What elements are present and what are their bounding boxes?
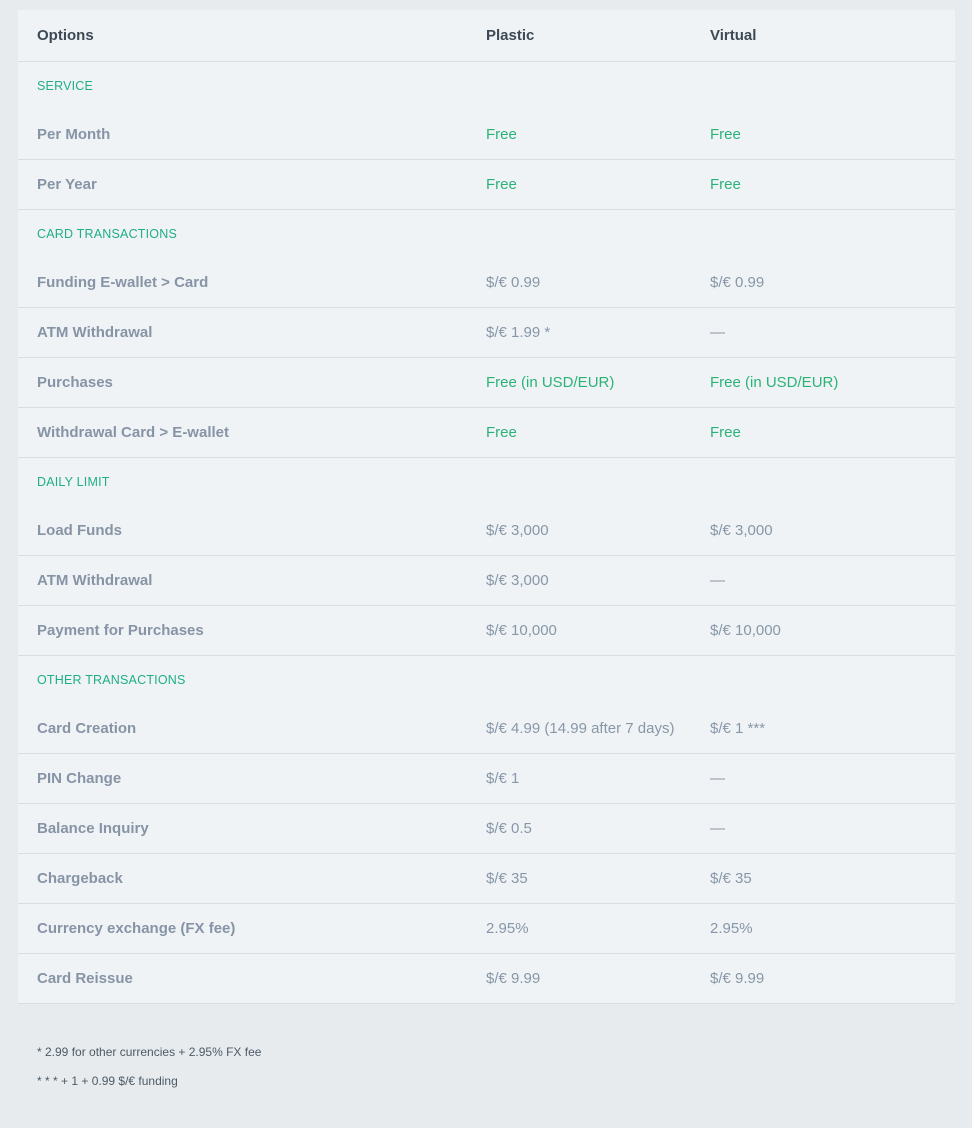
virtual-value: — [710,770,725,787]
virtual-value: Free (in USD/EUR) [710,374,839,391]
row-label: ATM Withdrawal [37,572,153,589]
virtual-value: $/€ 1 *** [710,720,766,737]
virtual-value: $/€ 9.99 [710,970,765,987]
column-header-plastic: Plastic [486,27,535,44]
virtual-value: $/€ 0.99 [710,274,765,291]
plastic-value: $/€ 9.99 [486,970,541,987]
plastic-value: Free [486,176,517,193]
table-row-load-funds [18,506,955,556]
plastic-value: Free (in USD/EUR) [486,374,615,391]
table-row-currency-exchange [18,904,955,954]
row-label: Chargeback [37,870,123,887]
row-label: Per Year [37,176,97,193]
row-label: Funding E-wallet > Card [37,274,209,291]
footnote-virtual-card-creation: * * * + 1 + 0.99 $/€ funding [37,1074,178,1088]
plastic-value: $/€ 1 [486,770,520,787]
table-row-atm-withdrawal-limit [18,556,955,606]
plastic-value: $/€ 0.99 [486,274,541,291]
virtual-value: — [710,572,725,589]
virtual-value: Free [710,126,741,143]
virtual-value: — [710,324,725,341]
section-title: OTHER TRANSACTIONS [37,673,186,687]
plastic-value: Free [486,424,517,441]
table-row-purchases [18,358,955,408]
section-title: DAILY LIMIT [37,475,110,489]
plastic-value: $/€ 1.99 * [486,324,551,341]
table-row-withdrawal-card-ewallet [18,408,955,458]
table-row-funding-ewallet-card [18,258,955,308]
plastic-value: 2.95% [486,920,529,937]
table-row-card-creation [18,704,955,754]
virtual-value: $/€ 35 [710,870,752,887]
row-label: Card Reissue [37,970,133,987]
section-header-other-transactions [18,656,955,704]
row-label: Card Creation [37,720,137,737]
footnote-atm-withdrawal: * 2.99 for other currencies + 2.95% FX fee [37,1045,262,1059]
table-row-payment-for-purchases [18,606,955,656]
virtual-value: $/€ 3,000 [710,522,773,539]
virtual-value: — [710,820,725,837]
row-label: Load Funds [37,522,122,539]
row-label: ATM Withdrawal [37,324,153,341]
table-row-per-year [18,160,955,210]
fees-table [18,10,955,1004]
table-header-row [18,10,955,62]
table-row-balance-inquiry [18,804,955,854]
plastic-value: $/€ 3,000 [486,522,549,539]
column-header-virtual: Virtual [710,27,757,44]
row-label: Balance Inquiry [37,820,149,837]
virtual-value: Free [710,176,741,193]
table-row-pin-change [18,754,955,804]
plastic-value: $/€ 10,000 [486,622,557,639]
row-label: Per Month [37,126,111,143]
row-label: PIN Change [37,770,122,787]
plastic-value: Free [486,126,517,143]
row-label: Purchases [37,374,113,391]
virtual-value: Free [710,424,741,441]
section-title: SERVICE [37,79,94,93]
section-title: CARD TRANSACTIONS [37,227,177,241]
section-header-daily-limit [18,458,955,506]
row-label: Withdrawal Card > E-wallet [37,424,229,441]
table-row-atm-withdrawal [18,308,955,358]
plastic-value: $/€ 35 [486,870,528,887]
plastic-value: $/€ 3,000 [486,572,549,589]
section-header-card-transactions [18,210,955,258]
row-label: Payment for Purchases [37,622,204,639]
section-header-service [18,62,955,110]
column-header-options: Options [37,27,94,44]
virtual-value: $/€ 10,000 [710,622,781,639]
plastic-value: $/€ 0.5 [486,820,532,837]
footnotes [37,1044,261,1102]
table-row-per-month [18,110,955,160]
virtual-value: 2.95% [710,920,753,937]
table-row-card-reissue [18,954,955,1004]
plastic-value: $/€ 4.99 (14.99 after 7 days) [486,720,675,737]
table-row-chargeback [18,854,955,904]
row-label: Currency exchange (FX fee) [37,920,236,937]
